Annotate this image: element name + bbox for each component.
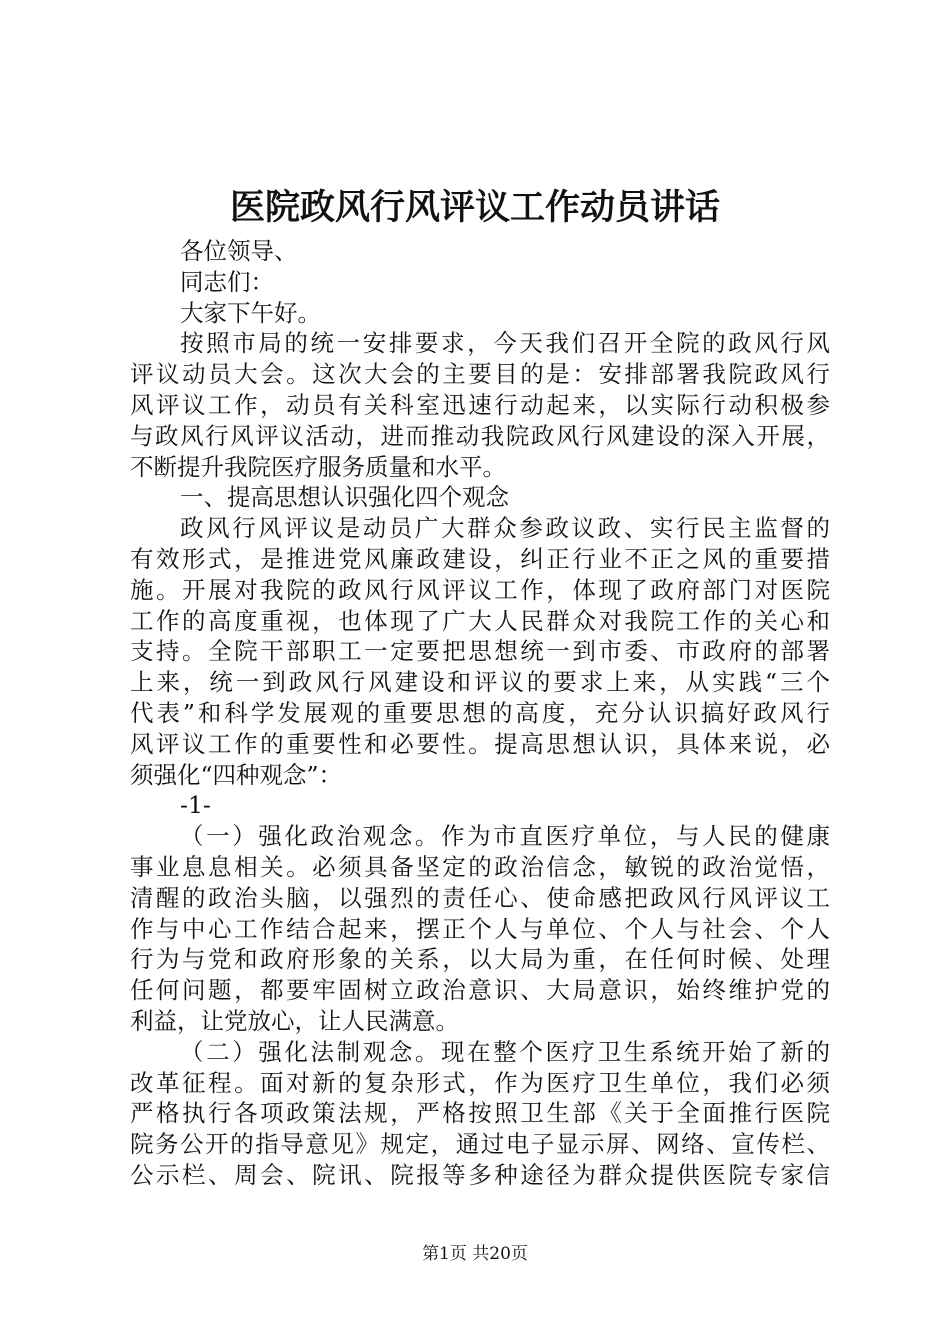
text-line: 事业息息相关。必须具备坚定的政治信念，敏锐的政治觉悟， <box>130 852 830 881</box>
text-line: 评议动员大会。这次大会的主要目的是：安排部署我院政风行 <box>130 360 830 389</box>
section-heading: 一、提高思想认识强化四个观念 <box>180 483 509 512</box>
text-line: 代表”和科学发展观的重要思想的高度，充分认识搞好政风行 <box>130 698 830 727</box>
text-line: 作与中心工作结合起来，摆正个人与单位、个人与社会、个人 <box>130 914 830 943</box>
text-line: 各位领导、 <box>180 237 298 265</box>
text-line: 清醒的政治头脑，以强烈的责任心、使命感把政风行风评议工 <box>130 883 830 912</box>
document-body <box>130 236 830 1191</box>
text-line: 风评议工作，动员有关科室迅速行动起来，以实际行动积极参 <box>130 390 830 419</box>
text-line: 与政风行风评议活动，进而推动我院政风行风建设的深入开展， <box>130 421 830 450</box>
text-line: 行为与党和政府形象的关系，以大局为重，在任何时候、处理 <box>130 945 830 974</box>
text-line: 公示栏、周会、院讯、院报等多种途径为群众提供医院专家信 <box>130 1160 830 1189</box>
text-line: （一）强化政治观念。作为市直医疗单位，与人民的健康 <box>180 822 830 851</box>
text-line: 工作的高度重视，也体现了广大人民群众对我院工作的关心和 <box>130 606 830 635</box>
document-title: 医院政风行风评议工作动员讲话 <box>229 187 720 228</box>
text-line: 风评议工作的重要性和必要性。提高思想认识，具体来说，必 <box>130 729 830 758</box>
text-line: 须强化“四种观念”： <box>130 760 343 789</box>
text-line: 上来，统一到政风行风建设和评议的要求上来，从实践“三个 <box>130 668 830 697</box>
text-line: 严格执行各项政策法规，严格按照卫生部《关于全面推行医院 <box>130 1099 830 1128</box>
text-line: 利益，让党放心，让人民满意。 <box>130 1006 459 1035</box>
text-line: 政风行风评议是动员广大群众参政议政、实行民主监督的 <box>180 514 830 543</box>
text-line: 按照市局的统一安排要求，今天我们召开全院的政风行风 <box>180 329 830 358</box>
text-line: 任何问题，都要牢固树立政治意识、大局意识，始终维护党的 <box>130 976 830 1005</box>
inline-page-number: -1- <box>180 791 211 820</box>
text-line: 支持。全院干部职工一定要把思想统一到市委、市政府的部署 <box>130 637 830 666</box>
text-line: 同志们： <box>180 267 274 296</box>
text-line: 施。开展对我院的政风行风评议工作，体现了政府部门对医院 <box>130 575 830 604</box>
text-line: 不断提升我院医疗服务质量和水平。 <box>130 452 506 481</box>
page-footer: 第1页 共20页 <box>422 1244 528 1264</box>
text-line: （二）强化法制观念。现在整个医疗卫生系统开始了新的 <box>180 1037 830 1066</box>
text-line: 有效形式，是推进党风廉政建设，纠正行业不正之风的重要措 <box>130 544 830 573</box>
text-line: 院务公开的指导意见》规定，通过电子显示屏、网络、宣传栏、 <box>130 1130 830 1159</box>
text-line: 改革征程。面对新的复杂形式，作为医疗卫生单位，我们必须 <box>130 1068 830 1097</box>
text-line: 大家下午好。 <box>180 298 321 327</box>
